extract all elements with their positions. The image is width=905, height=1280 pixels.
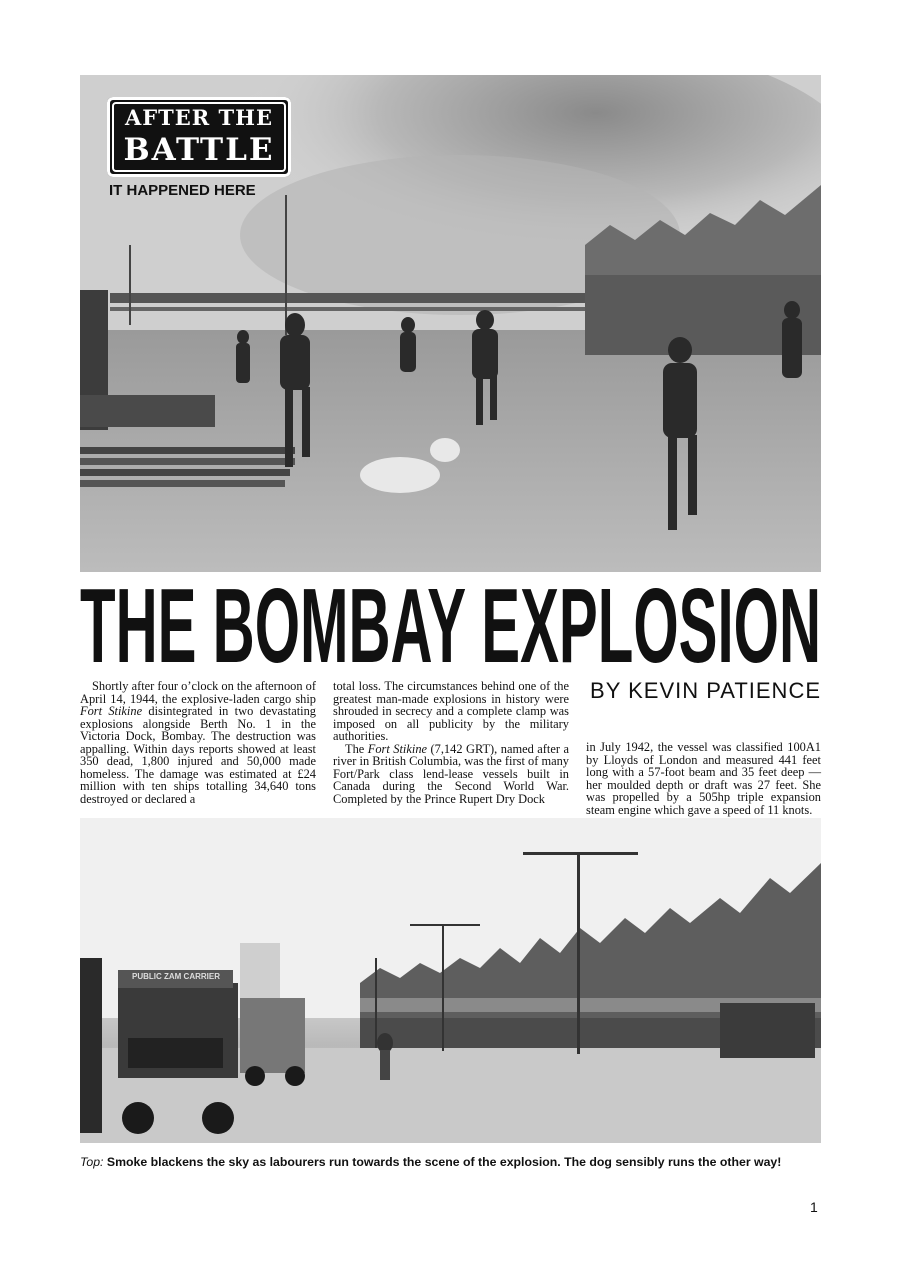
paragraph [333,743,569,806]
after-the-battle-logo [107,97,291,177]
text-run: The [345,741,368,756]
article-column-1 [80,680,316,805]
ship-name: Fort Stikine [80,704,143,718]
paragraph [80,680,316,805]
series-kicker: IT HAPPENED HERE [109,182,256,199]
ship-name: Fort Stikine [367,741,428,756]
caption-text: Smoke blackens the sky as labourers run towards the scene of the explosion. The dog sensibly runs the other way! [106,1155,782,1169]
headline [80,576,821,668]
byline: BY KEVIN PATIENCE [590,678,821,703]
photo-caption [80,1155,840,1169]
article-column-3 [586,741,821,816]
logo-line-battle: BATTLE [123,132,275,168]
logo-line-after-the: AFTER THE [124,105,274,130]
text-run: disintegrated in two devastating explosions alongside Berth No. 1 in the Victoria Dock, Bombay. The destruction was appalling. Within days reports showed at least 350 dead, 1,800 injured and 50,000 made homeless. The damage was estimated at £24 million with ten ships totalling 34,640 tons destroyed or declared a [80,704,317,806]
page-number: 1 [810,1199,818,1215]
caption-lead: Top: [80,1155,104,1169]
headline-text: THE BOMBAY EXPLOSION [80,576,821,668]
text-run: (7,142 GRT), named after a river in British Columbia, was the first of many Fort/Park class lend-lease vessels built in Canada during the Second World War. Completed by the Prince Rupert Dry Dock [333,741,569,806]
truck-sign: PUBLIC ZAM CARRIER [132,972,220,981]
article-column-2 [333,680,569,805]
paragraph: total loss. The circumstances behind one of the greatest man-made explosions in history were shrouded in secrecy and a complete clamp was imposed on all publicity by the military authorities. [333,679,569,743]
bottom-photo-dock-today [80,818,821,1143]
text-run: Shortly after four o’clock on the afternoon of April 14, 1944, the explosive-laden cargo ship [80,679,316,706]
paragraph: in July 1942, the vessel was classified 100A1 by Lloyds of London and measured 441 feet long with a 57-foot beam and 35 feet deep — her moulded depth or draft was 27 feet. She was propelled by a 505hp triple expansion steam engine which gave a speed of 11 knots. [586,740,821,817]
